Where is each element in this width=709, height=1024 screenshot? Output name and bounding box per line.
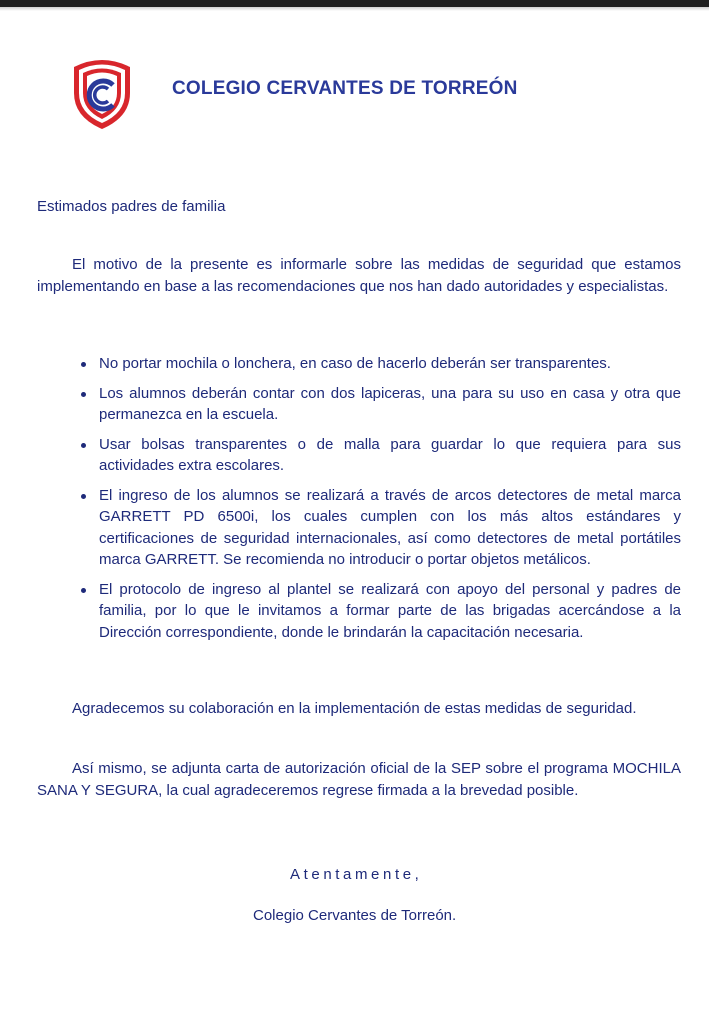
bullet-icon — [81, 392, 86, 397]
bullet-icon — [81, 362, 86, 367]
list-item — [75, 485, 681, 571]
annex-paragraph: Así mismo, se adjunta carta de autorización oficial de la SEP sobre el programa MOCHILA SANA Y SEGURA, la cual agradeceremos regrese firmada a la brevedad posible. — [37, 760, 681, 799]
measure-text: Los alumnos deberán contar con dos lapiceras, una para su uso en casa y otra que permanezca en la escuela. — [99, 384, 681, 423]
thanks-paragraph: Agradecemos su colaboración en la implementación de estas medidas de seguridad. — [72, 700, 637, 717]
bullet-icon — [81, 494, 86, 499]
measure-text: El ingreso de los alumnos se realizará a través de arcos detectores de metal marca GARRETT PD 6500i, los cuales cumplen con los más altos estándares y certificaciones de seguridad internacionales, así como detectores de metal portátiles marca GARRETT. Se recomienda no introducir o portar objetos metálicos. — [99, 486, 681, 568]
measure-text: Usar bolsas transparentes o de malla para guardar lo que requiera para sus actividades extra escolares. — [99, 435, 681, 474]
school-name: COLEGIO CERVANTES DE TORREÓN — [172, 78, 518, 99]
top-edge-shadow — [0, 7, 709, 11]
top-edge-bar — [0, 0, 709, 7]
measure-text: No portar mochila o lonchera, en caso de hacerlo deberán ser transparentes. — [99, 355, 611, 372]
list-item — [75, 579, 681, 644]
bullet-icon — [81, 588, 86, 593]
list-item — [75, 434, 681, 477]
school-crest-logo — [70, 55, 134, 131]
closing-salutation: Atentamente, — [290, 866, 423, 883]
list-item — [75, 353, 681, 375]
bullet-icon — [81, 443, 86, 448]
intro-paragraph: El motivo de la presente es informarle sobre las medidas de seguridad que estamos implementando en base a las recomendaciones que nos han dado autoridades y especialistas. — [37, 256, 681, 295]
letter-greeting: Estimados padres de familia — [37, 198, 226, 215]
signature-line: Colegio Cervantes de Torreón. — [253, 907, 457, 924]
measure-text: El protocolo de ingreso al plantel se realizará con apoyo del personal y padres de familia, por lo que le invitamos a formar parte de las brigadas acercándose a la Dirección correspondiente, donde le brindarán la capacitación necesaria. — [99, 580, 681, 641]
list-item — [75, 383, 681, 426]
security-measures-list — [75, 353, 681, 651]
